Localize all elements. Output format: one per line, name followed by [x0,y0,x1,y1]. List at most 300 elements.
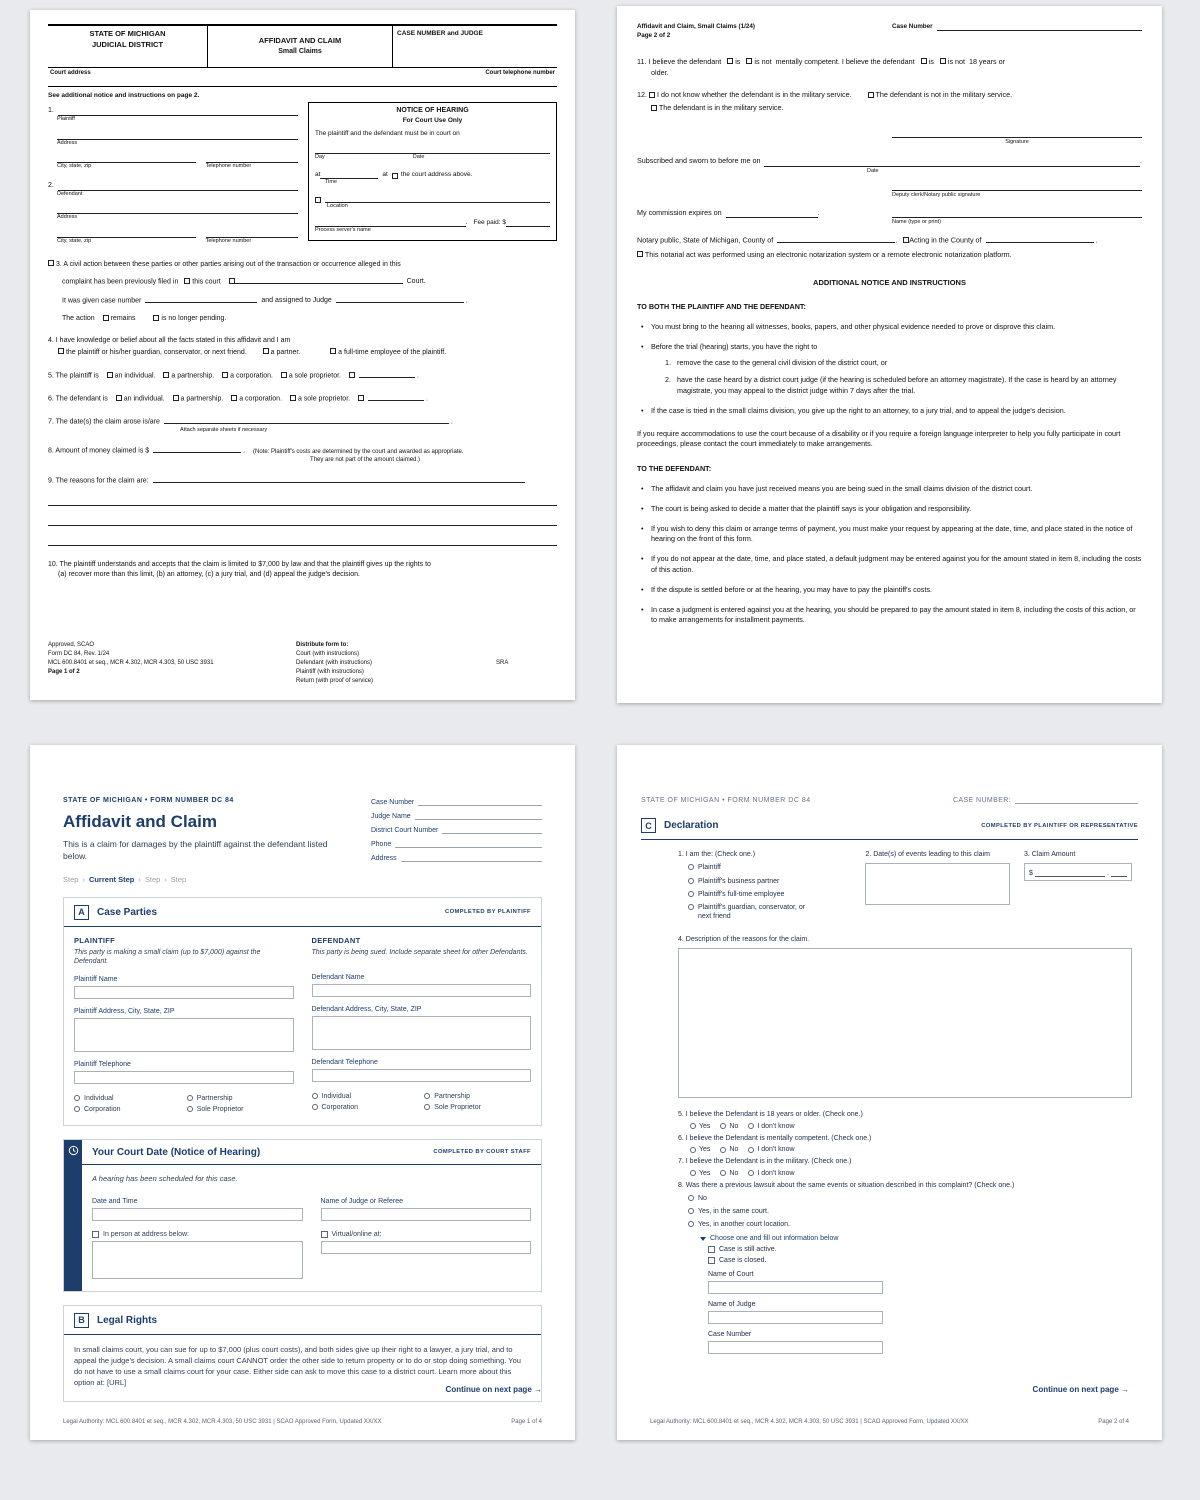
defendant-column [312,936,532,1113]
parties-column [48,102,308,246]
case-number-input[interactable] [418,799,542,806]
plaintiff-subtext: This party is making a small claim (up to $7,000) against the Defendant. [74,948,261,966]
q6-label: 6. I believe the Defendant is mentally competent. (Check one.) [678,1134,872,1142]
military-not-checkbox[interactable] [868,92,874,98]
acting-text: Acting in the County of [909,235,982,245]
item-3-checkbox[interactable] [48,260,54,266]
period-3: . [416,372,419,380]
case-number-text: It was given case number [62,297,142,305]
period-10: . [1095,235,1098,245]
deputy-caption: Deputy clerk/Notary public signature [892,192,981,199]
partnership-label-2: Partnership [434,1092,471,1100]
claim-description-input[interactable] [678,948,1132,1098]
sole-proprietor-label: Sole Proprietor [196,1105,244,1113]
sworn-date-line[interactable] [764,159,1140,167]
in-person-checkbox[interactable] [92,1231,99,1238]
plaintiff-heading: PLAINTIFF [74,935,116,945]
dollars-line[interactable] [1035,870,1105,877]
name-of-court-input[interactable] [708,1281,883,1294]
page-1-of-4: Page 1 of 4 [511,1419,542,1425]
commission-date-line[interactable] [726,207,820,218]
form-description: This is a claim for damages by the plaintiff against the defendant listed below. [63,839,328,861]
item-10-line-1: 10. The plaintiff understands and accepts that the claim is limited to $7,000 by law and that the plaintiff gives up the rights to [48,561,431,569]
partner-option: a partner. [270,348,301,356]
section-b-badge: B [74,1313,89,1328]
bullet-icon: • [641,523,644,533]
partner-checkbox[interactable] [263,348,269,354]
q7-yes-radio[interactable] [690,1170,696,1176]
phone-caption-2: Telephone number [205,238,252,245]
judge-referee-label: Name of Judge or Referee [320,1197,403,1205]
q7-dontknow-label: I don't know [757,1169,795,1177]
item-2-number: 2. [48,181,54,189]
corporation-option-2: a corporation. [239,395,283,403]
plaintiff-corporation-radio[interactable] [74,1106,80,1112]
item-8-note-1: (Note: Plaintiff's costs are determined by the court and awarded as appropriate. [253,448,464,455]
case-number-cell [393,26,557,67]
is-text-2: is [928,56,934,66]
assigned-judge-text: and assigned to Judge [261,297,332,305]
page-4-footer [650,1419,1129,1425]
distribute-defendant: Defendant (with instructions) [296,660,373,666]
item-12-number: 12. [637,90,647,100]
case-number-line[interactable] [937,23,1142,31]
prior-case-number-label: Case Number [708,1331,752,1339]
plaintiff-sole-proprietor-checkbox[interactable] [281,372,287,378]
section-c-title: Declaration [664,820,719,831]
notice-title: NOTICE OF HEARING [396,107,469,115]
defendant-sole-proprietor-radio[interactable] [424,1104,430,1110]
q7-no-radio[interactable] [720,1170,726,1176]
partnership-option-2: a partnership. [180,395,224,403]
choose-one-label: Choose one and fill out information below [710,1235,839,1243]
item-7-text: 7. The date(s) the claim arose is/are [48,418,160,426]
both-bullet-3: If the case is tried in the small claims division, you give up the right to an attorney, to a jury trial, and to appeal the judge's decision. [651,405,1066,415]
location-checkbox[interactable] [315,197,321,203]
item-1-number: 1. [48,107,54,115]
sole-proprietor-label-2: Sole Proprietor [434,1103,481,1111]
defendant-csz-line[interactable] [57,230,196,238]
legal-citation: MCL 600.8401 et seq., MCR 4.302, MCR 4.303, 50 USC 3931 [48,660,214,666]
distribute-label: Distribute form to: [296,642,349,648]
continue-next-page: Continue on next page → [445,1385,542,1394]
claim-amount-input[interactable] [1024,863,1132,881]
defendant-address-line[interactable] [57,206,298,214]
defendant-name-line[interactable] [58,183,298,191]
plaintiff-sole-proprietor-radio[interactable] [187,1106,193,1112]
case-closed-checkbox[interactable] [708,1257,715,1264]
sub-item-1-text: remove the case to the general civil division of the district court, or [677,358,888,368]
acting-county-line[interactable] [986,235,1094,243]
item-11-d: older. [651,67,669,77]
military-not-text: The defendant is not in the military service. [875,90,1013,100]
employee-checkbox[interactable] [330,348,336,354]
phone-field-label: Phone [371,841,392,848]
q6-no-radio[interactable] [720,1147,726,1153]
defendant-bullet-6: In case a judgment is entered against you at the hearing, you should be prepared to pay the amount stated in item 8, including the costs of this action, or to make arrangements for installment payments. [651,604,1136,625]
plaintiff-address-line[interactable] [57,132,298,140]
electronic-notarization-checkbox[interactable] [637,251,643,257]
prior-case-number-input[interactable] [708,1341,883,1354]
date-caption: Date [412,154,425,161]
commission-text: My commission expires on [637,207,722,217]
in-person-address-input[interactable] [92,1241,303,1279]
competent-is-checkbox[interactable] [727,58,733,64]
csz-caption: City, state, zip [57,163,92,170]
step-separator: › [82,874,85,884]
form-id: STATE OF MICHIGAN • FORM NUMBER DC 84 [63,797,234,804]
step-separator: › [138,874,141,884]
court-phone-label: Court telephone number [485,70,555,76]
virtual-checkbox[interactable] [321,1231,328,1238]
corporation-label-2: Corporation [321,1103,359,1111]
section-c-completed-by: COMPLETED BY PLAINTIFF OR REPRESENTATIVE [981,822,1138,829]
reasons-line-4[interactable] [48,526,557,546]
defendant-name-input[interactable] [312,984,532,997]
attach-sheets-caption: Attach separate sheets if necessary [180,427,268,434]
q8-other-court-label: Yes, in another court location. [698,1221,790,1229]
item-3-line-1: 3. A civil action between these parties or other parties arising out of the transaction or occurrence alleged in this [55,260,401,268]
q7-no-label: No [729,1169,739,1177]
page-3-footer [63,1419,542,1425]
section-a-case-parties [63,897,542,1126]
electronic-notarization-text: This notarial act was performed using an electronic notarization system or a remote electronic notarization platform. [644,249,1012,259]
iam-plaintiff-radio[interactable] [688,864,694,870]
court-date-title: Your Court Date (Notice of Hearing) [92,1146,261,1158]
defendant-other-line[interactable] [368,393,424,401]
notary-name-line[interactable] [892,210,1142,218]
iam-employee-radio[interactable] [688,891,694,897]
iam-guardian-label: Plaintiff's guardian, conservator, or next friend [698,903,806,920]
phone-input[interactable] [395,841,542,848]
page-2-of-4: Page 2 of 4 [1098,1419,1129,1425]
item-6-text: 6. The defendant is [48,395,108,403]
time-caption: Time [325,178,338,185]
signature-line[interactable] [892,130,1142,138]
defendant-corporation-radio[interactable] [312,1104,318,1110]
day-caption: Day [315,154,325,161]
additional-notice-title: ADDITIONAL NOTICE AND INSTRUCTIONS [813,277,966,287]
q7-label: 7. I believe the Defendant is in the military. (Check one.) [678,1158,852,1166]
reasons-line-2[interactable] [48,486,557,506]
q5-dontknow-label: I don't know [757,1122,795,1130]
accommodation-paragraph: If you require accommodations to use the court because of a disability or if you require a foreign language interpreter to help you fully participate in court proceedings, please contact the court immediately to make arrangements. [637,428,1121,449]
address-input[interactable] [401,855,542,862]
plaintiff-partnership-checkbox[interactable] [163,372,169,378]
individual-option-2: an individual. [123,395,165,403]
q8-no-radio[interactable] [688,1195,694,1201]
defendant-caption: Defendant [57,190,83,197]
corporation-label: Corporation [84,1105,121,1113]
step-current: Current Step [88,874,135,884]
plaintiff-corporation-checkbox[interactable] [222,372,228,378]
location-caption: Location [327,202,348,209]
fee-paid-line[interactable] [506,219,550,227]
q6-dontknow-radio[interactable] [748,1147,754,1153]
page-indicator: Page 1 of 2 [48,669,80,675]
individual-label: Individual [84,1094,114,1102]
q1-label: 1. I am the: (Check one.) [678,851,756,858]
item-11-a: 11. I believe the defendant [637,56,722,66]
plaintiff-individual-radio[interactable] [74,1095,80,1101]
virtual-label: Virtual/online at: [331,1230,382,1238]
defendant-bullet-1: The affidavit and claim you have just received means you are being sued in the small claims division of the district court. [651,483,1033,493]
step-indicator [63,875,353,884]
section-court-date [63,1139,542,1292]
item-3-line-2: complaint has been previously filed in [62,278,179,286]
employee-option: a full-time employee of the plaintiff. [338,348,447,356]
form-subtitle: Small Claims [278,47,322,55]
court-address-row [48,68,557,87]
dropdown-triangle-icon [700,1237,706,1241]
defendant-subtext: This party is being sued. Include separate sheet for other Defendants. [311,948,528,956]
name-of-judge-label: Name of Judge [708,1301,756,1309]
competent-isnot-checkbox[interactable] [746,58,752,64]
to-defendant-title: TO THE DEFENDANT: [637,464,712,474]
district-court-number-label: District Court Number [371,827,439,834]
plaintiff-address-input[interactable] [74,1018,294,1052]
item-9-text: 9. The reasons for the claim are: [48,477,149,485]
military-unknown-text: I do not know whether the defendant is in the military service. [657,90,852,100]
defendant-telephone-input[interactable] [312,1069,532,1082]
deputy-signature-line[interactable] [892,183,1142,191]
approved-scao: Approved, SCAO [48,642,95,648]
q5-no-radio[interactable] [720,1123,726,1129]
distribute-court: Court (with instructions) [296,651,360,657]
court-address-above-checkbox[interactable] [392,173,398,179]
judge-referee-input[interactable] [321,1208,532,1221]
individual-label-2: Individual [321,1092,352,1100]
plaintiff-other-line[interactable] [359,370,415,378]
sole-proprietor-option-2: a sole proprietor. [297,395,351,403]
q5-no-label: No [729,1122,739,1130]
name-of-court-label: Name of Court [708,1271,754,1279]
adult-is-checkbox[interactable] [921,58,927,64]
partnership-option: a partnership. [171,372,215,380]
iam-business-partner-radio[interactable] [688,878,694,884]
individual-option: an individual. [114,372,156,380]
hearing-scheduled-note: A hearing has been scheduled for this case. [92,1173,238,1183]
legal-rights-text: In small claims court, you can sue for up to $7,000 (plus court costs), and both sides give up their right to a lawyer, a jury trial, and to appeal the judge's decision. A small claims court CANNOT order the other side to return property or to do or stop doing something. You do not have to use a small claims court for your case. Either side can ask to move this case to a district court. Learn more about this option at: [URL] [74,1344,521,1388]
q5-dontknow-radio[interactable] [748,1123,754,1129]
at-text: at [315,170,321,178]
is-text: is [735,56,741,66]
plaintiff-phone-line[interactable] [206,155,298,163]
process-server-line[interactable] [315,219,466,227]
see-instructions-note: See additional notice and instructions on page 2. [48,92,200,99]
section-b-title: Legal Rights [97,1314,158,1326]
defendant-address-input[interactable] [312,1016,532,1050]
notice-subtitle: For Court Use Only [402,116,463,124]
bullet-icon: • [641,604,644,614]
bullet-icon: • [641,405,644,415]
address-field-label: Address [371,855,397,862]
item-10-line-2: (a) recover more than this limit, (b) an attorney, (c) a jury trial, and (d) appeal the judge's decision. [58,570,360,578]
page-title: Affidavit and Claim [63,812,217,831]
defendant-sole-proprietor-checkbox[interactable] [290,395,296,401]
court-date-completed-by: COMPLETED BY COURT STAFF [433,1149,531,1156]
plaintiff-name-input[interactable] [74,986,294,999]
q6-yes-radio[interactable] [690,1147,696,1153]
page-1-footer [48,641,557,686]
page-2-of-2: Page 2 of 2 [637,32,671,40]
case-number-field-label: Case Number [371,799,415,806]
q8-no-label: No [698,1195,707,1203]
plaintiff-telephone-input[interactable] [74,1071,294,1084]
judge-name-field-label: Judge Name [371,813,411,820]
continue-next-page: Continue on next page → [1032,1385,1129,1394]
q7-dontknow-radio[interactable] [748,1170,754,1176]
date-and-time-input[interactable] [92,1208,303,1221]
district-court-number-input[interactable] [442,827,542,834]
defendant-bullet-3: If you wish to deny this claim or arrange terms of payment, you must make your request by appearing at the date, time, and place stated in the notice of hearing on the front of this form. [651,523,1133,544]
hearing-day-line[interactable] [315,146,550,154]
remains-checkbox[interactable] [103,315,109,321]
section-a-badge: A [74,905,89,920]
plaintiff-partnership-radio[interactable] [187,1095,193,1101]
other-court-line[interactable] [235,276,403,284]
page-4-redesigned-form [617,745,1162,1440]
form-id: STATE OF MICHIGAN • FORM NUMBER DC 84 [641,797,811,804]
step-1: Step [63,874,79,884]
signature-caption: Signature [1005,139,1029,146]
reasons-line-1[interactable] [153,475,525,483]
q6-no-label: No [729,1146,739,1154]
military-is-checkbox[interactable] [651,105,657,111]
period-2: . [465,297,468,305]
q5-yes-radio[interactable] [690,1123,696,1129]
defendant-partnership-radio[interactable] [424,1093,430,1099]
prior-case-number-line[interactable] [145,295,257,303]
period-8: . [817,207,820,217]
plaintiff-individual-checkbox[interactable] [107,372,113,378]
sole-proprietor-option: a sole proprietor. [288,372,341,380]
cents-line[interactable] [1111,870,1127,877]
cents-dot: . [1107,870,1109,878]
q6-yes-label: Yes [699,1146,711,1154]
court-suffix: Court. [406,278,426,286]
defendant-corporation-checkbox[interactable] [231,395,237,401]
adult-isnot-checkbox[interactable] [940,58,946,64]
q4-label: 4. Description of the reasons for the claim. [678,935,810,943]
case-active-checkbox[interactable] [708,1246,715,1253]
hearing-time-line[interactable] [320,171,378,179]
defendant-bullet-5: If the dispute is settled before or at the hearing, you may have to pay the plaintiff's costs. [651,584,932,594]
q8-other-court-radio[interactable] [688,1221,694,1227]
this-court-checkbox[interactable] [184,278,190,284]
item-5-text: 5. The plaintiff is [48,372,99,380]
notary-county-line[interactable] [777,235,898,245]
guardian-checkbox[interactable] [58,348,64,354]
location-line[interactable] [325,195,550,203]
page-2-header [637,22,1142,41]
isnot-text: is not [754,56,772,66]
partnership-label: Partnership [196,1094,233,1102]
period-5: . [450,418,453,426]
step-3: Step [144,874,161,884]
period-9: . [895,235,898,245]
case-info-fields [371,797,542,884]
to-both-title: TO BOTH THE PLAINTIFF AND THE DEFENDANT: [637,302,806,311]
dates-of-events-input[interactable] [865,863,1010,905]
section-c-badge: C [641,818,656,833]
both-bullet-1: You must bring to the hearing all witnesses, books, papers, and other physical evidence needed to prove or disprove this claim. [651,321,1056,331]
csz-caption-2: City, state, zip [57,238,92,245]
item-8-note-2: They are not part of the amount claimed.) [310,457,421,464]
period-6: . [243,447,246,455]
defendant-individual-checkbox[interactable] [116,395,122,401]
case-active-label: Case is still active. [719,1246,777,1254]
plaintiff-column [74,936,294,1113]
plaintiff-telephone-label: Plaintiff Telephone [74,1060,131,1068]
case-number-input[interactable] [1015,797,1138,804]
q5-yes-label: Yes [699,1122,711,1130]
item-11-b: mentally competent. I believe the defendant [775,56,915,66]
defendant-bullet-4: If you do not appear at the date, time, and place stated, a default judgment may be entered against you for the amount stated in item 8, including the costs of this action. [651,554,1142,574]
sub-item-2-number: 2. [665,375,671,385]
military-unknown-checkbox[interactable] [649,92,655,98]
military-is-text: The defendant is in the military service. [658,103,784,113]
court-address-above-text: the court address above. [400,170,473,178]
plaintiff-other-checkbox[interactable] [349,372,355,378]
name-of-judge-input[interactable] [708,1311,883,1324]
iam-business-partner-label: Plaintiff's business partner [698,877,780,885]
step-4: Step [170,874,187,884]
defendant-bullet-2: The court is being asked to decide a matter that the plaintiff says is your obligation and responsibility. [651,503,972,513]
in-person-label: In person at address below: [103,1230,189,1238]
reasons-line-3[interactable] [48,506,557,526]
sra-tag: SRA [496,660,509,666]
virtual-url-input[interactable] [321,1241,532,1254]
defendant-other-checkbox[interactable] [358,395,364,401]
judge-name-input[interactable] [415,813,542,820]
notary-text: Notary public, State of Michigan, County of [637,235,774,245]
distribute-plaintiff: Plaintiff (with instructions) [296,669,364,675]
claim-amount-line[interactable] [153,445,241,453]
q7-yes-label: Yes [699,1169,711,1177]
defendant-heading: DEFENDANT [311,935,361,945]
step-separator: › [164,874,167,884]
q8-label: 8. Was there a previous lawsuit about the same events or situation described in this complaint? (Check one.) [678,1181,1015,1189]
period: . [465,219,468,227]
legal-authority-text: Legal Authority: MCL 600.8401 et seq., MCR 4.302, MCR 4.303, 50 USC 3931 | SCAO Approved Form, Updated XX/XX [63,1419,382,1425]
iam-employee-label: Plaintiff's full-time employee [698,890,785,898]
sub-item-1-number: 1. [665,358,671,368]
distribute-return: Return (with proof of service) [296,678,374,684]
defendant-name-label: Defendant Name [311,973,365,981]
defendant-individual-radio[interactable] [312,1093,318,1099]
defendant-phone-line[interactable] [206,230,298,238]
iam-guardian-radio[interactable] [688,904,694,910]
prior-judge-line[interactable] [336,295,464,303]
bullet-icon: • [641,503,644,513]
plaintiff-csz-line[interactable] [57,155,196,163]
sub-item-2-text: have the case heard by a district court judge (if the hearing is scheduled before an attorney magistrate). If the case is heard by an attorney magistrate, you may appeal to the district judge within 7 days after the trial. [677,375,1117,395]
q8-same-court-radio[interactable] [688,1208,694,1214]
both-bullet-2: Before the trial (hearing) starts, you have the right to [651,341,818,351]
plaintiff-name-line[interactable] [58,108,298,116]
form-number: Form DC 84, Rev. 1/24 [48,651,110,657]
defendant-partnership-checkbox[interactable] [173,395,179,401]
claim-dates-line[interactable] [164,416,449,424]
no-longer-pending-checkbox[interactable] [153,315,159,321]
case-number-judge-label: CASE NUMBER and JUDGE [397,30,483,37]
court-address-label: Court address [50,70,91,76]
section-a-completed-by: COMPLETED BY PLAINTIFF [445,909,531,916]
court-date-sidebar [64,1140,82,1291]
date-caption: Date [867,168,879,175]
date-and-time-label: Date and Time [92,1197,138,1205]
